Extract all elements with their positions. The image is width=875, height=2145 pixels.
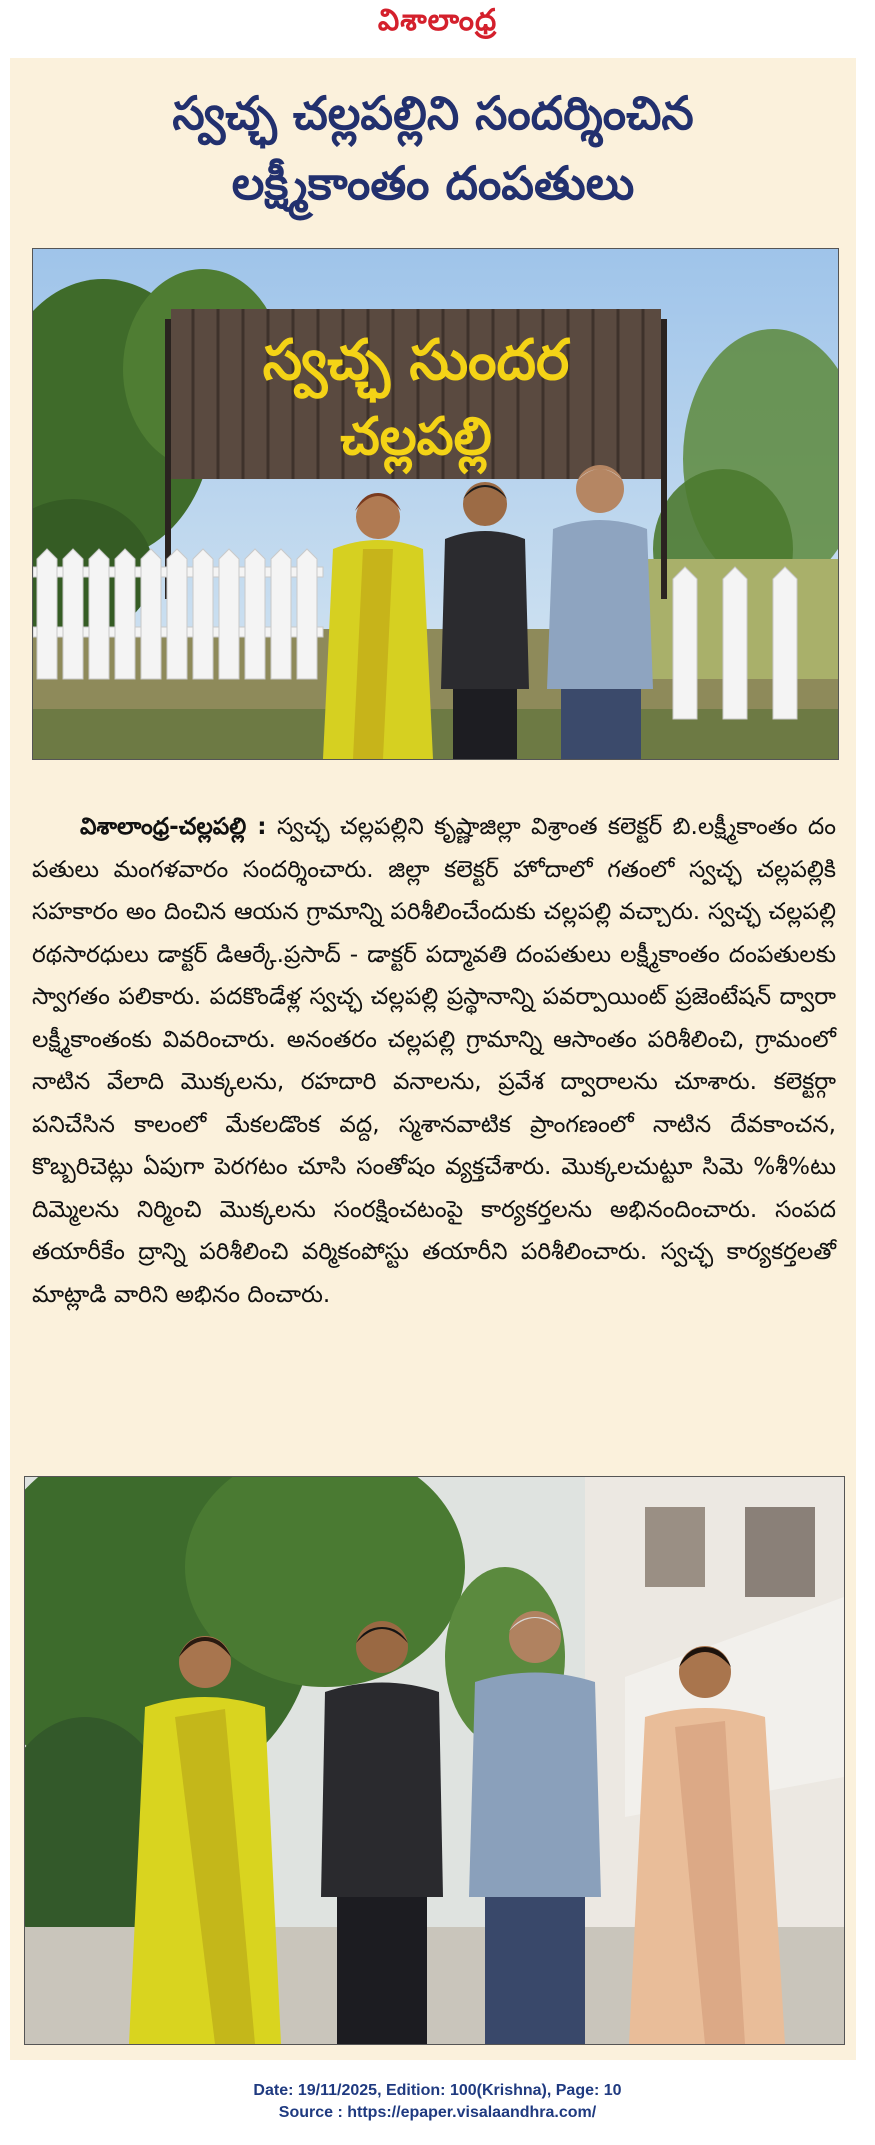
sign-text-line-1: స్వచ్ఛ సుందర <box>262 328 570 393</box>
masthead-logo-text: విశాలాంధ్ర <box>377 3 498 38</box>
headline-line-2: లక్ష్మీకాంతం దంపతులు <box>231 156 635 210</box>
article-body <box>32 806 836 1316</box>
article-headline <box>10 78 856 218</box>
article-clipping <box>10 58 856 2060</box>
footer-date-edition: Date: 19/11/2025, Edition: 100(Krishna), Page: 10 <box>253 2082 622 2099</box>
sign-text-line-2: చల్లపల్లి <box>340 407 492 467</box>
footer-source: Source : https://epaper.visalaandhra.com/ <box>278 2104 597 2121</box>
photo-group <box>24 1476 845 2045</box>
newspaper-masthead <box>0 0 875 48</box>
article-text: స్వచ్ఛ చల్లపల్లిని కృష్ణాజిల్లా విశ్రాంత కలెక్టర్ బి.లక్ష్మీకాంతం దం పతులు మంగళవారం సందర్శించారు. జిల్లా కలెక్టర్ హోదాలో గతంలో స్వచ్ఛ చల్లపల్లికి సహకారం అం దించిన ఆయన గ్రామాన్ని పరిశీలించేందుకు చల్లపల్లి వచ్చారు. స్వచ్ఛ చల్లపల్లి రథసారధులు డాక్టర్ డిఆర్కే.ప్రసాద్ - డాక్టర్ పద్మావతి దంపతులు లక్ష్మీకాంతం దంపతులకు స్వాగతం పలికారు. పదకొండేళ్ల స్వచ్ఛ చల్లపల్లి ప్రస్థానాన్ని పవర్పాయింట్ ప్రజెంటేషన్ ద్వారా లక్ష్మీకాంతంకు వివరించారు. అనంతరం చల్లపల్లి గ్రామాన్ని ఆసాంతం పరిశీలించి, గ్రామంలో నాటిన వేలాది మొక్కలను, రహదారి వనాలను, ప్రవేశ ద్వారాలను చూశారు. కలెక్టర్గా పనిచేసిన కాలంలో మేకలడొంక వద్ద, స్మశానవాటిక ప్రాంగణంలో నాటిన దేవకాంచన, కొబ్బరిచెట్లు ఏపుగా పెరగటం చూసి సంతోషం వ్యక్తచేశారు. మొక్కలచుట్టూ సిమె %శీ%టు దిమ్మెలను నిర్మించి మొక్కలను సంరక్షించటంపై కార్యకర్తలను అభినందించారు. సంపద తయారీకేం ద్రాన్ని పరిశీలించి వర్మికంపోస్టు తయారీని పరిశీలించారు. స్వచ్ఛ కార్యకర్తలతో మాట్లాడి వారిని అభినం దించారు. <box>32 813 836 1308</box>
photo-sign-board <box>32 248 839 760</box>
article-dateline: విశాలాంధ్ర-చల్లపల్లి : <box>80 813 267 840</box>
headline-line-1: స్వచ్ఛ చల్లపల్లిని సందర్శించిన <box>172 86 694 140</box>
